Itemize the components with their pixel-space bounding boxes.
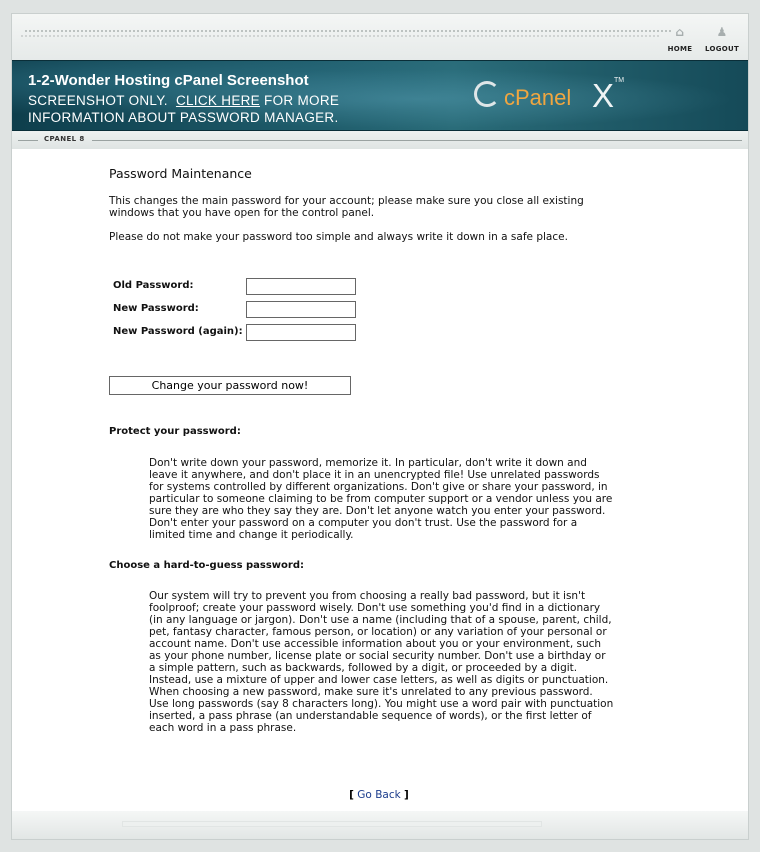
click-here-link[interactable]: CLICK HERE: [175, 93, 260, 108]
logout-label: LOGOUT: [704, 45, 740, 53]
close-bracket: ]: [404, 789, 409, 801]
banner-prefix: SCREENSHOT ONLY.: [28, 93, 176, 108]
old-password-label: Old Password:: [113, 280, 194, 291]
change-password-button[interactable]: Change your password now!: [109, 376, 351, 395]
banner-info-line: [28, 93, 339, 108]
page-frame: [11, 13, 749, 840]
cpanel-logo-mark: [474, 81, 500, 107]
footer-bar: [12, 811, 748, 839]
house-icon: ⌂: [675, 25, 685, 39]
cpanel-logo-x: X: [592, 77, 615, 114]
logout-button[interactable]: [702, 26, 742, 53]
open-bracket: [: [349, 789, 354, 801]
protect-heading: Protect your password:: [109, 426, 241, 437]
new-password-again-label: New Password (again):: [113, 326, 243, 337]
old-password-field[interactable]: [246, 278, 356, 295]
cpanel-version-label: CPANEL 8: [44, 135, 85, 143]
dotted-divider: [20, 34, 660, 38]
cpanel-logo-text: cPanel: [504, 85, 572, 110]
banner-suffix: FOR MORE: [259, 93, 340, 108]
divider: [18, 140, 38, 141]
go-back-nav: [109, 789, 649, 801]
banner-title: 1-2-Wonder Hosting cPanel Screenshot: [28, 72, 309, 89]
go-back-link[interactable]: Go Back: [357, 789, 401, 801]
dotted-divider: [24, 29, 672, 33]
sub-bar: [12, 131, 748, 149]
new-password-label: New Password:: [113, 303, 199, 314]
footer-decoration: [122, 821, 542, 827]
trademark-mark: TM: [614, 77, 625, 84]
page-title: Password Maintenance: [109, 166, 252, 181]
protect-text: Don't write down your password, memorize it. In particular, don't write it down and leave it anywhere, and don't place it in an unencrypted file! Use unrelated passwords for systems controlled by different organizations. Don't give or share your password, in particular to someone claiming to be from computer support or a vendor unless you are sure they are who they say they are. Don't let anyone watch you enter your password. Don't enter your password on a computer you don't trust. Use the password for a limited time and change it periodically.: [149, 457, 613, 541]
home-label: HOME: [667, 45, 693, 53]
header-banner: [12, 60, 748, 131]
banner-info-line-2: INFORMATION ABOUT PASSWORD MANAGER.: [28, 110, 339, 125]
intro-text: This changes the main password for your account; please make sure you close all existing windows that you have open for the control panel.: [109, 195, 584, 219]
choose-text: Our system will try to prevent you from choosing a really bad password, but it isn't foolproof; create your password wisely. Don't use something you'd find in a dictionary (in any language or jargon). Don't use a name (including that of a spouse, parent, child, pet, fantasy character, famous person, or location) or any variation of your personal or account name. Don't use accessible information about you or your environment, such as your phone number, license plate or social security number. Don't use a birthday or a simple pattern, such as backwards, followed by a digit, or proceeded by a digit. Instead, use a mixture of upper and lower case letters, as well as digits or punctuation. When choosing a new password, make sure it's unrelated to any previous password. Use long passwords (say 8 characters long). You might use a word pair with punctuation inserted, a pass phrase (an understandable sequence of words), or the first letter of each word in a pass phrase.: [149, 590, 614, 734]
user-icon: ♟: [716, 25, 728, 39]
home-button[interactable]: [660, 26, 700, 53]
new-password-again-field[interactable]: [246, 324, 356, 341]
top-bar: [12, 14, 748, 60]
divider: [92, 140, 742, 141]
choose-heading: Choose a hard-to-guess password:: [109, 560, 305, 571]
intro-warning: Please do not make your password too simple and always write it down in a safe place.: [109, 231, 568, 243]
new-password-field[interactable]: [246, 301, 356, 318]
